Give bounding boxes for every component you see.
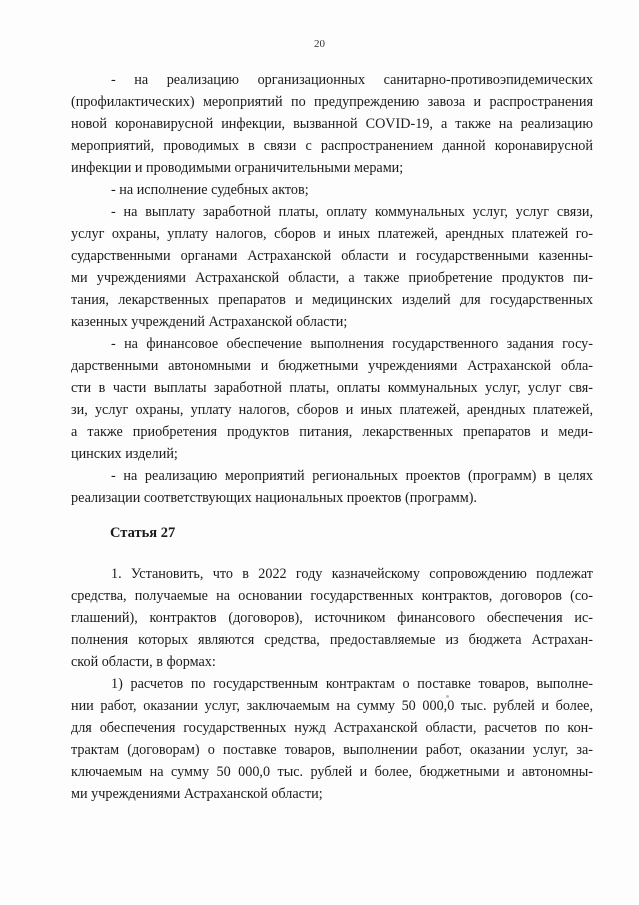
text-line: (профилактических) мероприятий по предупреждению завоза и распространения [71,94,593,110]
text-line: глашений), контрактов (договоров), источником финансового обеспечения ис- [71,610,593,626]
text-line: 1) расчетов по государственным контрактам о поставке товаров, выполне- [111,676,593,692]
text-line: - на реализацию мероприятий региональных проектов (программ) в целях [111,468,593,484]
scan-speck [446,695,449,698]
text-line: сти в части выплаты заработной платы, оплаты коммунальных услуг, услуг свя- [71,380,593,396]
text-line: инфекции и проводимыми ограничительными мерами; [71,160,404,176]
text-line: - на исполнение судебных актов; [111,182,309,198]
text-line: 1. Установить, что в 2022 году казначейскому сопровождению подлежат [111,566,593,582]
text-line: мероприятий, проводимых в связи с распространением данной коронавирусной [71,138,593,154]
text-line: казенных учреждений Астраханской области; [71,314,348,330]
article-heading: Статья 27 [110,525,176,541]
text-line: трактам (договорам) о поставке товаров, выполнении работ, оказании услуг, за- [71,742,593,758]
page-number: 20 [314,38,325,50]
text-line: дарственными автономными и бюджетными учреждениями Астраханской обла- [71,358,593,374]
text-line: полнения которых являются средства, предоставляемые из бюджета Астрахан- [71,632,593,648]
text-line: нии работ, оказании услуг, заключаемым на сумму 50 000,0 тыс. рублей и более, [71,698,593,714]
text-line: ми учреждениями Астраханской области, а также приобретение продуктов пи- [71,270,593,286]
text-line: - на реализацию организационных санитарно-противоэпидемических [111,72,593,88]
text-line: ключаемым на сумму 50 000,0 тыс. рублей и более, бюджетными и автономны- [71,764,593,780]
text-line: услуг охраны, уплату налогов, сборов и иных платежей, арендных платежей го- [71,226,593,242]
text-line: новой коронавирусной инфекции, вызванной COVID-19, а также на реализацию [71,116,593,132]
text-line: ми учреждениями Астраханской области; [71,786,323,802]
text-line: - на финансовое обеспечение выполнения государственного задания госу- [111,336,593,352]
text-line: тания, лекарственных препаратов и медицинских изделий для государственных [71,292,593,308]
text-block-2 [71,563,593,805]
text-line: - на выплату заработной платы, оплату коммунальных услуг, услуг связи, [111,204,593,220]
text-line: а также приобретения продуктов питания, лекарственных препаратов и меди- [71,424,593,440]
text-line: цинских изделий; [71,446,178,462]
text-block-1 [71,69,593,509]
text-line: средства, получаемые на основании государственных контрактов, договоров (со- [71,588,593,604]
text-line: ской области, в формах: [71,654,216,670]
text-line: реализации соответствующих национальных проектов (программ). [71,490,477,506]
text-line: зи, услуг охраны, уплату налогов, сборов и иных платежей, арендных платежей, [71,402,593,418]
text-line: сударственными органами Астраханской области и государственными казенны- [71,248,593,264]
text-line: для обеспечения государственных нужд Астраханской области, расчетов по кон- [71,720,593,736]
